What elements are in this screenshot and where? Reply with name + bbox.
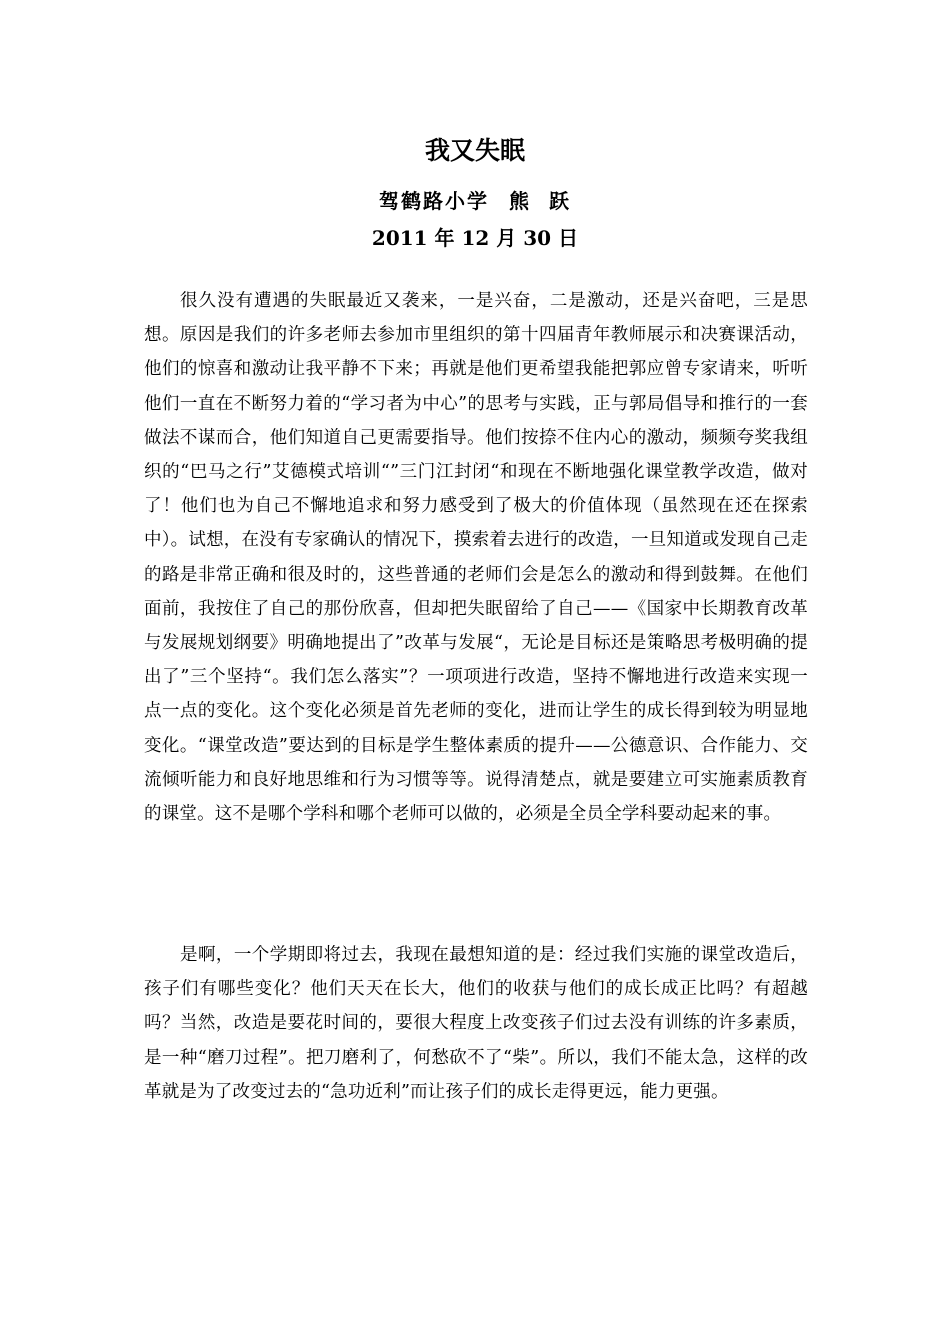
document-date: 2011 年 12 月 30 日 [371,226,579,250]
page-title: 我又失眠 [424,136,525,165]
body-paragraph-1: 很久没有遭遇的失眠最近又袭来，一是兴奋，二是激动，还是兴奋吧，三是思想。原因是我们的许多老师去参加市里组织的第十四届青年教师展示和决赛课活动，他们的惊喜和激动让我平静不下来；再就是他们更希望我能把郭应曾专家请来，听听他们一直在不断努力着的“学习者为中心”的思考与实践，正与郭局倡导和推行的一套做法不谋而合，他们知道自己更需要指导。他们按捺不住内心的激动，频频夸奖我组织的“巴马之行”艾德模式培训“”三门江封闭“和现在不断地强化课堂教学改造，做对了！他们也为自己不懈地追求和努力感受到了极大的价值体现（虽然现在还在探索中）。试想，在没有专家确认的情况下，摸索着去进行的改造，一旦知道或发现自己走的路是非常正确和很及时的，这些普通的老师们会是怎么的激动和得到鼓舞。在他们面前，我按住了自己的那份欣喜，但却把失眠留给了自己——《国家中长期教育改革与发展规划纲要》明确地提出了”改革与发展“，无论是目标还是策略思考极明确的提出了”三个坚持“。我们怎么落实”？一项项进行改造，坚持不懈地进行改造来实现一点一点的变化。这个变化必须是首先老师的变化，进而让学生的成长得到较为明显地变化。“课堂改造”要达到的目标是学生整体素质的提升——公德意识、合作能力、交流倾听能力和良好地思维和行为习惯等等。说得清楚点，就是要建立可实施素质教育的课堂。这不是哪个学科和哪个老师可以做的，必须是全员全学科要动起来的事。 [144,291,808,825]
author-name-first: 熊 [509,189,531,213]
author-school: 驾鹤路小学 [379,189,489,213]
body-paragraph-2: 是啊，一个学期即将过去，我现在最想知道的是：经过我们实施的课堂改造后，孩子们有哪些变化？他们天天在长大，他们的收获与他们的成长成正比吗？有超越吗？当然，改造是要花时间的，要很大程度上改变孩子们过去没有训练的许多素质，是一种“磨刀过程”。把刀磨利了，何愁砍不了“柴”。所以，我们不能太急，这样的改革就是为了改变过去的“急功近利”而让孩子们的成长走得更远，能力更强。 [144,945,808,1102]
author-byline [0,185,950,217]
author-name-second: 跃 [549,189,571,213]
